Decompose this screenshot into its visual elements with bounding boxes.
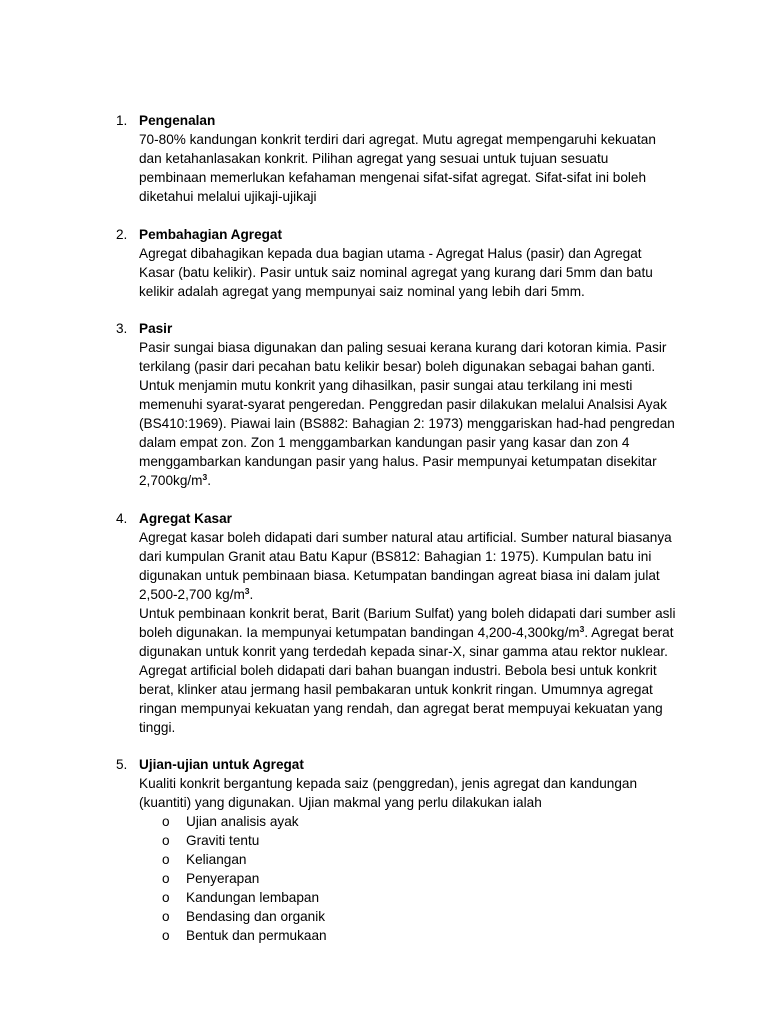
superscript: 3 (244, 585, 250, 596)
test-list (139, 812, 676, 945)
section-paragraph: 70-80% kandungan konkrit terdiri dari agregat. Mutu agregat mempengaruhi kekuatan dan ketahanlasakan konkrit. Pilihan agregat yang sesuai untuk tujuan sesuatu pembinaan memerlukan kefahaman mengenai sifat-sifat agregat. Sifat-sifat ini boleh diketahui melalui ujikaji-ujikaji (139, 132, 656, 204)
section-pengenalan (116, 111, 676, 206)
list-item (139, 869, 676, 888)
section-paragraph: Agregat dibahagikan kepada dua bagian utama - Agregat Halus (pasir) dan Agregat Kasar (batu kelikir). Pasir untuk saiz nominal agregat yang kurang dari 5mm dan batu kelikir adalah agregat yang mempunyai saiz nominal yang lebih dari 5mm. (139, 245, 653, 299)
bullet-icon: o (162, 871, 170, 886)
bullet-icon: o (162, 814, 170, 829)
section-paragraph: Pasir sungai biasa digunakan dan paling sesuai kerana kurang dari kotoran kimia. Pasir terkilang (pasir dari pecahan batu kelikir besar) boleh digunakan sebagai bahan ganti. (139, 340, 667, 374)
section-title: Agregat Kasar (139, 510, 232, 526)
superscript: 3 (579, 623, 585, 634)
list-item-label: Bentuk dan permukaan (186, 928, 327, 943)
list-item (139, 812, 676, 831)
bullet-icon: o (162, 852, 170, 867)
section-number: 3. (116, 321, 128, 336)
section-paragraph (139, 528, 676, 604)
section-paragraph: Agregat artificial boleh didapati dari bahan buangan industri. Bebola besi untuk konkrit berat, klinker atau jermang hasil pembakaran untuk konkrit ringan. Umumnya agregat ringan mempunyai kekuatan yang rendah, dan agregat berat mempuyai kekuatan yang tinggi. (139, 662, 663, 735)
list-item (139, 888, 676, 907)
list-item-label: Ujian analisis ayak (186, 814, 299, 829)
list-item-label: Graviti tentu (186, 833, 260, 848)
list-item-label: Penyerapan (186, 871, 260, 886)
section-number: 5. (116, 757, 128, 772)
list-item (139, 907, 676, 926)
paragraph-text: Untuk pembinaan konkrit berat, Barit (Barium Sulfat) yang boleh didapati dari sumber asli boleh digunakan. Ia mempunyai ketumpatan bandingan 4,200-4,300kg/m (139, 605, 676, 640)
bullet-icon: o (162, 928, 170, 943)
section-ujian-agregat (116, 755, 676, 945)
paragraph-tail: . (207, 473, 211, 488)
list-item-label: Bendasing dan organik (186, 909, 326, 924)
bullet-icon: o (162, 909, 170, 924)
section-pasir (116, 319, 676, 490)
section-title: Pengenalan (139, 113, 216, 128)
section-paragraph (139, 376, 676, 490)
document-content (116, 111, 676, 964)
paragraph-text: Untuk menjamin mutu konkrit yang dihasilkan, pasir sungai atau terkilang ini mesti memenuhi syarat-syarat pengeredan. Penggredan pasir dilakukan melalui Analsisi Ayak (BS410:1969). Piawai lain (BS882: Bahagian 2: 1973) menggariskan had-had pengredan dalam empat zon. Zon 1 menggambarkan kandungan pasir yang kasar dan zon 4 menggambarkan kandungan pasir yang halus. Pasir mempunyai ketumpatan disekitar 2,700kg/m (139, 378, 675, 488)
bullet-icon: o (162, 833, 170, 848)
section-title: Ujian-ujian untuk Agregat (139, 757, 304, 772)
list-item (139, 831, 676, 850)
section-agregat-kasar (116, 509, 676, 737)
section-list (116, 111, 676, 945)
section-pembahagian-agregat (116, 225, 676, 301)
section-number: 4. (116, 510, 128, 526)
list-item (139, 926, 676, 945)
section-title: Pasir (139, 321, 173, 336)
paragraph-text: Agregat kasar boleh didapati dari sumber natural atau artificial. Sumber natural biasanya dari kumpulan Granit atau Batu Kapur (BS812: Bahagian 1: 1975). Kumpulan batu ini digunakan untuk pembinaan biasa. Ketumpatan bandingan agreat biasa ini dalam julat 2,500-2,700 kg/m (139, 529, 672, 602)
list-item-label: Kandungan lembapan (186, 890, 320, 905)
section-paragraph (139, 604, 676, 661)
bullet-icon: o (162, 890, 170, 905)
paragraph-tail: . Agregat berat digunakan untuk konrit yang terdedah kepada sinar-X, sinar gamma atau rektor nuklear. (139, 624, 674, 659)
list-item-label: Keliangan (186, 852, 247, 867)
section-title: Pembahagian Agregat (139, 226, 283, 242)
superscript: 3 (202, 472, 208, 482)
paragraph-tail: . (249, 586, 254, 602)
section-number: 2. (116, 226, 128, 242)
list-item (139, 850, 676, 869)
section-number: 1. (116, 113, 128, 128)
section-paragraph: Kualiti konkrit bergantung kepada saiz (penggredan), jenis agregat dan kandungan (kuantiti) yang digunakan. Ujian makmal yang perlu dilakukan ialah (139, 776, 638, 810)
